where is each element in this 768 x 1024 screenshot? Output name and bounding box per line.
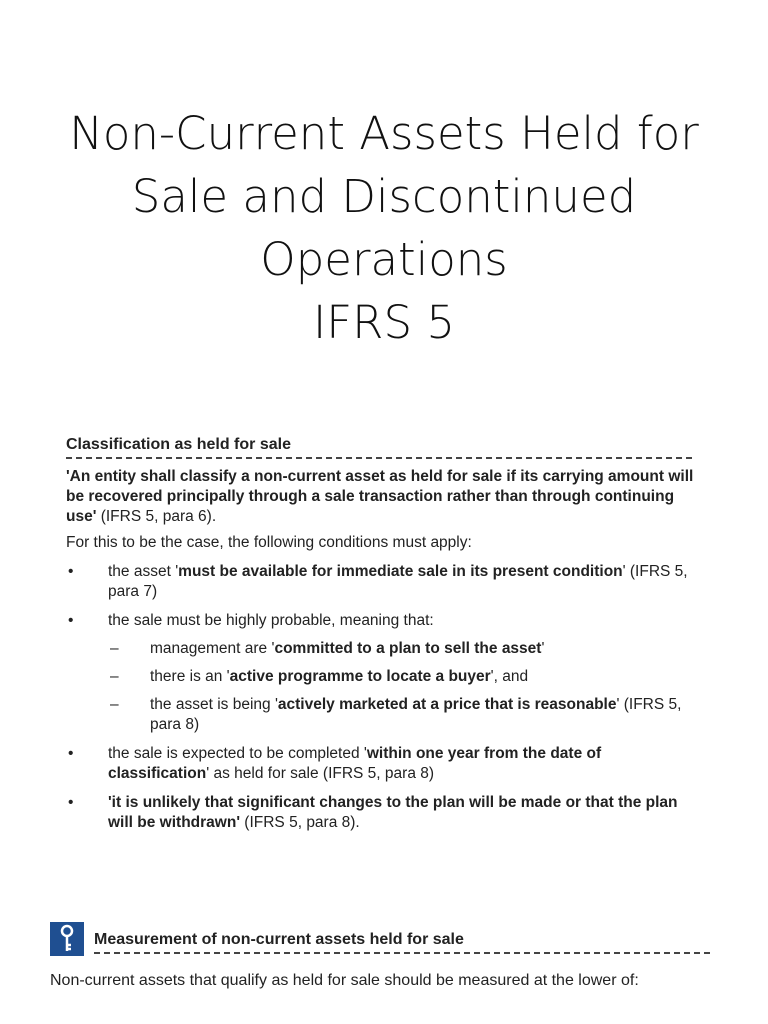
- sub-text-end: ' (IFRS 5, para 8): [150, 696, 682, 733]
- bullet-reference: ' (IFRS 5, para 7): [108, 563, 688, 600]
- dash-marker: –: [110, 696, 119, 713]
- definition-quote: [66, 467, 706, 527]
- bullet-reference: ' as held for sale (IFRS 5, para 8): [206, 765, 435, 782]
- sub-condition-1: [66, 639, 706, 659]
- condition-bullet-4: [66, 793, 706, 833]
- classification-heading: Classification as held for sale: [66, 436, 692, 459]
- condition-bullet-3: [66, 744, 706, 784]
- sub-condition-3: [66, 695, 706, 735]
- dash-marker: –: [110, 640, 119, 657]
- quote-reference: (IFRS 5, para 6).: [96, 508, 217, 525]
- key-icon: [50, 922, 84, 956]
- bullet-bold-text: must be available for immediate sale in its present condition: [178, 563, 623, 580]
- sub-text: the asset is being ': [150, 696, 278, 713]
- sub-text: management are ': [150, 640, 275, 657]
- bullet-marker: •: [68, 794, 74, 811]
- sub-bold-text: committed to a plan to sell the asset: [274, 640, 542, 657]
- dash-marker: –: [110, 668, 119, 685]
- sub-bold-text: active programme to locate a buyer: [229, 668, 491, 685]
- bullet-bold-text: within one year from the date of classification: [108, 745, 602, 782]
- title-line-1: Non-Current Assets Held for: [69, 107, 699, 160]
- bullet-text: the sale must be highly probable, meaning that:: [108, 612, 434, 629]
- bullet-marker: •: [68, 612, 74, 629]
- title-line-3: Operations: [260, 233, 508, 286]
- classification-section: [66, 436, 706, 833]
- sub-text: there is an ': [150, 668, 230, 685]
- measurement-text: Non-current assets that qualify as held for sale should be measured at the lower of:: [50, 972, 639, 989]
- title-line-4: IFRS 5: [313, 296, 455, 349]
- sub-condition-2: [66, 667, 706, 687]
- bullet-bold-text: 'it is unlikely that significant changes to the plan will be made or that the plan will be withdrawn': [108, 794, 678, 831]
- bullet-text: the asset ': [108, 563, 179, 580]
- sub-text-end: ', and: [490, 668, 529, 685]
- sub-bold-text: actively marketed at a price that is reasonable: [277, 696, 617, 713]
- slide-title: [0, 102, 768, 354]
- measurement-heading: Measurement of non-current assets held for sale: [94, 931, 710, 954]
- bullet-marker: •: [68, 563, 74, 580]
- bullet-reference: (IFRS 5, para 8).: [240, 814, 360, 831]
- conditions-intro: For this to be the case, the following conditions must apply:: [66, 534, 472, 551]
- title-line-2: Sale and Discontinued: [131, 170, 637, 223]
- bullet-text: the sale is expected to be completed ': [108, 745, 367, 762]
- bullet-marker: •: [68, 745, 74, 762]
- quote-text: 'An entity shall classify a non-current asset as held for sale if its carrying amount will be recovered principally through a sale transaction rather than through continuing use': [66, 468, 694, 525]
- condition-bullet-2: [66, 611, 706, 631]
- sub-text-end: ': [541, 640, 545, 657]
- condition-bullet-1: [66, 562, 706, 602]
